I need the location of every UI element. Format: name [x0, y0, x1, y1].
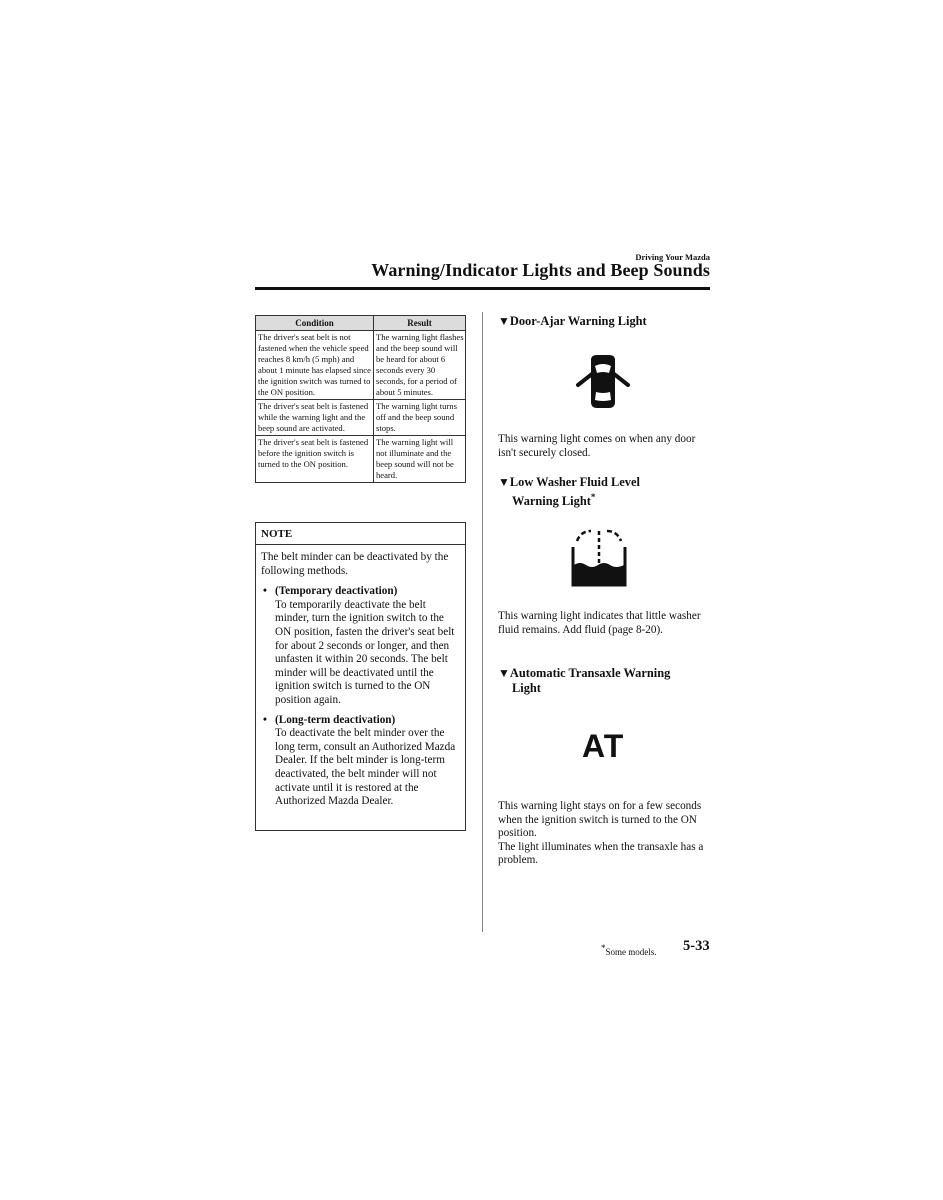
- table-cell-result: The warning light turns off and the beep sound stops.: [374, 400, 466, 436]
- table-row: [256, 331, 466, 400]
- transaxle-text-1: This warning light stays on for a few seconds when the ignition switch is turned to the ON position.: [498, 800, 702, 840]
- section-label: Driving Your Mazda: [635, 252, 710, 262]
- triangle-marker-icon: ▼: [498, 666, 510, 680]
- note-bullet-text: To temporarily deactivate the belt minder, turn the ignition switch to the ON position, fasten the driver's seat belt for about 2 seconds or longer, and then unfasten it within 20 seconds. The belt minder will be deactivated until the ignition switch is turned to the ON position again.: [275, 598, 455, 706]
- table-cell-result: The warning light flashes and the beep sound will be heard for about 6 seconds every 30 seconds, for a period of about 5 minutes.: [374, 331, 466, 400]
- at-warning-icon: AT: [582, 728, 625, 764]
- table-header-condition: Condition: [256, 316, 374, 331]
- note-bullet: [261, 714, 460, 809]
- condition-result-table: [255, 315, 466, 483]
- column-divider: [482, 312, 483, 932]
- footnote: [601, 943, 657, 957]
- note-bullet-text: To deactivate the belt minder over the long term, consult an Authorized Mazda Dealer. If the belt minder is long-term deactivated, the belt minder will not activate until it is restored at the Authorized Mazda Dealer.: [275, 727, 456, 808]
- table-row: [256, 436, 466, 483]
- note-box: [255, 522, 466, 831]
- transaxle-text-2: The light illuminates when the transaxle has a problem.: [498, 840, 704, 867]
- asterisk-mark: *: [590, 492, 596, 502]
- footnote-asterisk: *: [601, 943, 606, 953]
- transaxle-heading-line2: Light: [512, 681, 541, 695]
- triangle-marker-icon: ▼: [498, 314, 510, 328]
- note-body: [256, 545, 465, 809]
- note-bullet-title: (Long-term deactivation): [275, 713, 396, 726]
- transaxle-heading-line1: Automatic Transaxle Warning: [509, 666, 671, 680]
- transaxle-heading: [498, 666, 670, 696]
- note-bullet: [261, 585, 460, 707]
- table-cell-condition: The driver's seat belt is fastened while the warning light and the beep sound are activated.: [256, 400, 374, 436]
- door-ajar-icon: [573, 354, 633, 410]
- table-row: [256, 400, 466, 436]
- note-bullet-title: (Temporary deactivation): [275, 585, 398, 598]
- door-ajar-heading: [498, 314, 647, 329]
- footnote-text: Some models.: [605, 947, 657, 957]
- bullet-dot: •: [263, 713, 267, 726]
- table-header-row: [256, 316, 466, 331]
- note-heading: NOTE: [256, 523, 465, 545]
- title-rule: [255, 287, 710, 290]
- note-intro: The belt minder can be deactivated by the following methods.: [261, 551, 449, 577]
- table-header-result: Result: [374, 316, 466, 331]
- washer-fluid-text: This warning light indicates that little washer fluid remains. Add fluid (page 8-20).: [498, 610, 701, 636]
- transaxle-text: [498, 800, 713, 868]
- page-number: 5-33: [683, 938, 710, 954]
- bullet-dot: •: [263, 585, 267, 598]
- table-cell-condition: The driver's seat belt is not fastened when the vehicle speed reaches 8 km/h (5 mph) and about 1 minute has elapsed since the ignition switch was turned to the ON position.: [256, 331, 374, 400]
- door-ajar-heading-text: Door-Ajar Warning Light: [509, 314, 647, 328]
- washer-fluid-heading-line2: Warning Light: [512, 494, 591, 509]
- page-title: Warning/Indicator Lights and Beep Sounds: [371, 260, 710, 280]
- table-cell-result: The warning light will not illuminate and the beep sound will not be heard.: [374, 436, 466, 483]
- door-ajar-text: This warning light comes on when any door isn't securely closed.: [498, 433, 696, 459]
- table-cell-condition: The driver's seat belt is fastened before the ignition switch is turned to the ON position.: [256, 436, 374, 483]
- triangle-marker-icon: ▼: [498, 475, 510, 489]
- washer-fluid-icon: [571, 527, 627, 587]
- washer-fluid-heading: [498, 475, 640, 509]
- washer-fluid-heading-line1: Low Washer Fluid Level: [509, 475, 640, 489]
